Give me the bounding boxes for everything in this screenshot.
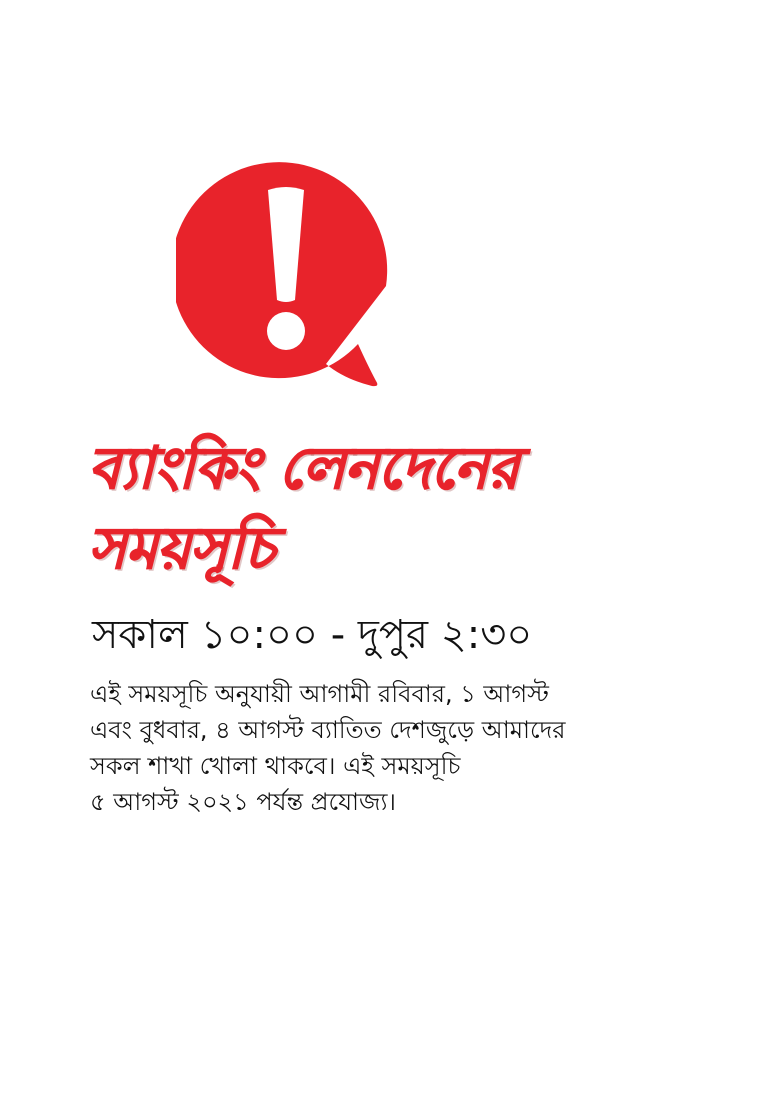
exclamation-speech-bubble-icon bbox=[176, 158, 396, 388]
notice-line-2: এবং বুধবার, ৪ আগস্ট ব্যাতিত দেশজুড়ে আমাদের bbox=[90, 716, 566, 744]
notice-paragraph bbox=[90, 676, 690, 820]
notice-line-4: ৫ আগস্ট ২০২১ পর্যন্ত প্রযোজ্য। bbox=[90, 788, 397, 816]
notice-line-3: সকল শাখা খোলা থাকবে। এই সময়সূচি bbox=[90, 752, 461, 780]
exclamation-bubble-graphic bbox=[176, 158, 396, 388]
banking-hours: সকাল ১০:০০ - দুপুর ২:৩০ bbox=[92, 612, 533, 658]
notice-line-1: এই সময়সূচি অনুযায়ী আগামী রবিবার, ১ আগস্ট bbox=[90, 680, 549, 708]
page-title bbox=[88, 428, 688, 588]
title-line-1: ব্যাংকিং লেনদেনের bbox=[88, 434, 519, 502]
title-line-2: সময়সূচি bbox=[88, 514, 274, 582]
exclamation-dot bbox=[267, 312, 305, 350]
